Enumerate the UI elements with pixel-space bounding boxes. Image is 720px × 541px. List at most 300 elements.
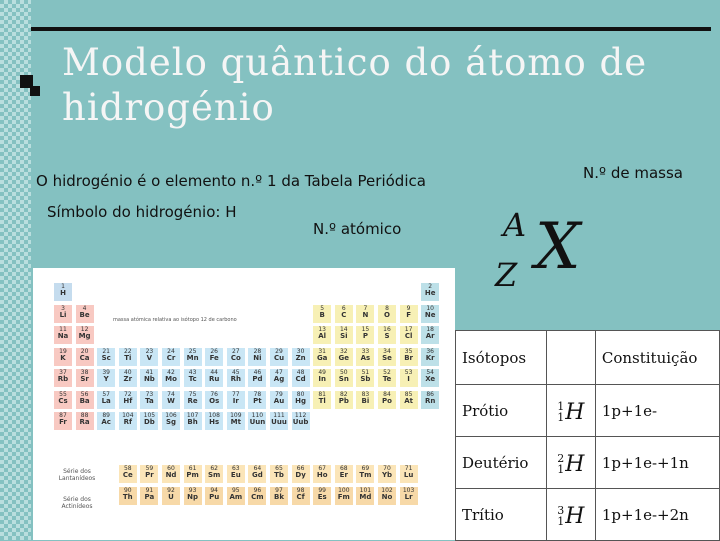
symbol-text: Símbolo do hidrogénio: H: [47, 203, 237, 221]
element-number: 109: [230, 412, 242, 419]
element-cell-mo: [161, 368, 181, 388]
element-symbol: Ag: [273, 375, 285, 383]
element-symbol: Dy: [295, 471, 306, 479]
element-number: 5: [320, 304, 325, 312]
element-number: 31: [318, 347, 326, 355]
element-number: 13: [318, 326, 326, 333]
element-symbol: Zr: [123, 375, 133, 383]
element-number: 111: [273, 412, 285, 419]
isotope-mass-number: 2: [557, 452, 565, 466]
element-number: 7: [363, 304, 368, 312]
element-symbol: Bh: [187, 418, 198, 426]
element-symbol: No: [381, 492, 393, 501]
element-symbol: At: [404, 396, 413, 405]
element-symbol: Ba: [79, 396, 90, 405]
element-number: 58: [123, 465, 132, 472]
element-symbol: Ni: [253, 353, 262, 362]
element-cell-yb: [377, 464, 397, 484]
element-cell-eu: [226, 464, 246, 484]
element-symbol: Pt: [253, 396, 262, 405]
element-number: 90: [123, 486, 132, 494]
element-number: 65: [275, 465, 283, 472]
element-cell-cl: [399, 325, 419, 345]
element-cell-w: [161, 390, 181, 410]
element-symbol: Rb: [57, 375, 69, 383]
element-symbol: Cu: [273, 353, 285, 362]
isotopes-table: [455, 330, 720, 541]
element-number: 68: [339, 465, 348, 472]
element-cell-pa: [139, 486, 159, 506]
element-number: 93: [188, 486, 197, 494]
element-symbol: Yb: [381, 471, 393, 479]
element-symbol: Cl: [404, 332, 413, 340]
element-symbol: Gd: [252, 471, 263, 479]
element-number: 36: [426, 347, 434, 355]
element-symbol: H: [60, 289, 66, 297]
element-number: 71: [404, 465, 413, 472]
element-cell-no: [377, 486, 397, 506]
element-symbol: U: [168, 492, 174, 501]
element-cell-sc: [96, 347, 116, 367]
element-cell-am: [226, 486, 246, 506]
element-symbol: Uun: [249, 418, 266, 426]
element-number: 70: [383, 465, 391, 472]
element-number: 29: [275, 347, 283, 355]
element-symbol: W: [167, 396, 175, 405]
element-symbol: Cs: [58, 396, 68, 405]
element-symbol: Bi: [361, 396, 370, 405]
intro-text: O hidrogénio é o elemento n.º 1 da Tabela Periódica: [36, 172, 426, 190]
element-number: 97: [275, 486, 283, 494]
element-cell-hs: [204, 411, 224, 431]
element-number: 103: [402, 486, 415, 494]
element-cell-po: [377, 390, 397, 410]
element-symbol: Nb: [143, 375, 155, 383]
element-number: 83: [361, 390, 370, 398]
element-number: 30: [296, 347, 305, 355]
element-symbol: V: [146, 353, 153, 362]
element-number: 82: [339, 390, 348, 398]
element-symbol: Es: [317, 492, 327, 501]
element-symbol: P: [362, 332, 368, 340]
element-symbol: N: [362, 310, 369, 319]
element-number: 96: [253, 486, 262, 494]
element-cell-k: [53, 347, 73, 367]
element-cell-es: [312, 486, 332, 506]
isotope-notation: [546, 385, 595, 437]
element-number: 77: [231, 390, 240, 398]
element-number: 80: [296, 390, 305, 398]
element-number: 66: [296, 465, 305, 472]
element-number: 62: [210, 465, 218, 472]
element-number: 112: [294, 412, 307, 419]
notation-symbol-X: X: [535, 210, 581, 284]
element-cell-p: [355, 325, 375, 345]
notation-atomic-Z: Z: [495, 256, 518, 294]
element-cell-lr: [399, 486, 419, 506]
element-cell-er: [334, 464, 354, 484]
element-symbol: Mt: [230, 418, 241, 426]
header-composition: Constituição: [595, 331, 719, 385]
element-cell-n: [355, 304, 375, 324]
isotope-notation: [546, 437, 595, 489]
element-number: 105: [143, 412, 156, 419]
element-symbol: Br: [404, 353, 413, 362]
element-cell-th: [118, 486, 138, 506]
element-symbol: Lr: [404, 492, 413, 501]
element-number: 12: [80, 326, 89, 333]
element-symbol: Ne: [424, 310, 436, 319]
element-number: 11: [59, 326, 67, 333]
element-cell-ni: [247, 347, 267, 367]
element-cell-ac: [96, 411, 116, 431]
element-number: 20: [80, 347, 89, 355]
element-symbol: Ta: [145, 396, 154, 405]
element-symbol: Os: [209, 396, 220, 405]
element-cell-u: [161, 486, 181, 506]
element-number: 101: [359, 486, 372, 494]
element-symbol: Sn: [338, 375, 349, 383]
element-symbol: Bk: [274, 492, 284, 501]
element-symbol: F: [406, 310, 411, 319]
element-symbol: Np: [187, 492, 199, 501]
element-symbol: Db: [143, 418, 155, 426]
element-cell-mg: [75, 325, 95, 345]
element-number: 99: [318, 486, 326, 494]
element-number: 43: [188, 369, 197, 376]
element-cell-rh: [226, 368, 246, 388]
element-symbol: Ra: [79, 418, 90, 426]
element-cell-si: [334, 325, 354, 345]
element-cell-os: [204, 390, 224, 410]
lanthanide-series-label: Série dos Lantanídeos: [58, 468, 96, 482]
element-symbol: Pd: [252, 375, 263, 383]
element-cell-in: [312, 368, 332, 388]
element-cell-al: [312, 325, 332, 345]
element-cell-as: [355, 347, 375, 367]
element-cell-gd: [247, 464, 267, 484]
isotopes-header-row: [456, 331, 720, 385]
title-rule: [31, 27, 711, 31]
element-cell-uuu: [269, 411, 289, 431]
element-number: 72: [123, 390, 132, 398]
element-number: 32: [339, 347, 348, 355]
isotope-symbol: H: [565, 399, 585, 425]
element-number: 42: [167, 369, 175, 376]
element-cell-la: [96, 390, 116, 410]
element-cell-rf: [118, 411, 138, 431]
element-number: 22: [123, 347, 132, 355]
element-cell-s: [377, 325, 397, 345]
element-symbol: Se: [382, 353, 392, 362]
element-cell-au: [269, 390, 289, 410]
element-symbol: Si: [340, 332, 348, 340]
element-number: 24: [167, 347, 175, 355]
element-number: 41: [145, 369, 154, 376]
element-symbol: Rn: [425, 396, 436, 405]
element-symbol: Mg: [78, 332, 91, 340]
element-cell-tb: [269, 464, 289, 484]
element-number: 38: [80, 369, 89, 376]
isotope-mass-number: 1: [557, 400, 565, 414]
element-number: 45: [231, 369, 240, 376]
element-number: 35: [404, 347, 413, 355]
element-symbol: K: [60, 353, 66, 362]
element-cell-lu: [399, 464, 419, 484]
element-cell-na: [53, 325, 73, 345]
element-cell-xe: [420, 368, 440, 388]
element-number: 27: [231, 347, 240, 355]
element-symbol: Sm: [208, 471, 221, 479]
element-cell-bk: [269, 486, 289, 506]
element-cell-ta: [139, 390, 159, 410]
element-number: 76: [210, 390, 218, 398]
slide-title: Modelo quântico do átomo de hidrogénio: [62, 41, 648, 129]
element-symbol: Pb: [338, 396, 349, 405]
element-cell-sb: [355, 368, 375, 388]
element-number: 59: [145, 465, 154, 472]
element-number: 100: [338, 486, 350, 494]
element-cell-ga: [312, 347, 332, 367]
isotope-symbol: H: [565, 503, 585, 529]
element-symbol: Po: [382, 396, 392, 405]
element-cell-ce: [118, 464, 138, 484]
element-number: 3: [61, 304, 65, 312]
title-bullet-square-small: [30, 86, 40, 96]
element-number: 47: [275, 369, 283, 376]
isotope-symbol: H: [565, 451, 585, 477]
element-cell-f: [399, 304, 419, 324]
element-cell-tc: [183, 368, 203, 388]
element-cell-pr: [139, 464, 159, 484]
element-symbol: Ru: [209, 375, 220, 383]
element-symbol: Rh: [230, 375, 241, 383]
element-cell-te: [377, 368, 397, 388]
element-cell-uun: [247, 411, 267, 431]
header-isotopes: Isótopos: [456, 331, 547, 385]
element-number: 107: [186, 412, 199, 419]
element-symbol: Uuu: [271, 418, 287, 426]
element-symbol: Fr: [59, 418, 67, 426]
element-number: 34: [383, 347, 391, 355]
element-number: 55: [59, 390, 67, 398]
element-symbol: B: [319, 310, 325, 319]
element-number: 98: [296, 486, 305, 494]
element-number: 40: [123, 369, 132, 376]
element-symbol: Hs: [209, 418, 220, 426]
element-cell-ir: [226, 390, 246, 410]
element-number: 74: [167, 390, 175, 398]
element-cell-se: [377, 347, 397, 367]
element-symbol: Ir: [232, 396, 239, 405]
element-symbol: Ti: [124, 353, 132, 362]
element-number: 75: [188, 390, 197, 398]
element-number: 18: [426, 326, 434, 333]
element-symbol: Am: [229, 492, 243, 501]
element-number: 102: [381, 486, 393, 494]
element-number: 89: [102, 412, 110, 419]
element-number: 91: [145, 486, 154, 494]
element-number: 50: [339, 369, 348, 376]
element-number: 92: [167, 486, 175, 494]
isotope-atomic-number: 1: [557, 411, 565, 425]
element-cell-hg: [291, 390, 311, 410]
element-cell-b: [312, 304, 332, 324]
element-cell-v: [139, 347, 159, 367]
element-number: 51: [361, 369, 370, 376]
element-cell-zn: [291, 347, 311, 367]
element-number: 57: [102, 390, 110, 398]
element-number: 26: [210, 347, 218, 355]
element-number: 60: [167, 465, 175, 472]
element-symbol: Re: [187, 396, 198, 405]
isotope-composition: 1p+1e-+1n: [595, 437, 719, 489]
element-number: 21: [102, 347, 110, 355]
element-number: 95: [231, 486, 240, 494]
element-cell-be: [75, 304, 95, 324]
element-number: 110: [251, 412, 264, 419]
element-symbol: Cf: [296, 492, 305, 501]
element-number: 44: [210, 369, 218, 376]
element-symbol: Nd: [165, 471, 177, 479]
element-cell-hf: [118, 390, 138, 410]
element-symbol: Mn: [186, 353, 199, 362]
element-number: 86: [426, 390, 434, 398]
element-cell-pd: [247, 368, 267, 388]
element-symbol: Ce: [122, 471, 133, 479]
element-number: 84: [383, 390, 391, 398]
element-number: 94: [210, 486, 218, 494]
element-cell-kr: [420, 347, 440, 367]
element-number: 33: [361, 347, 370, 355]
isotope-name: Deutério: [456, 437, 547, 489]
element-number: 61: [188, 465, 197, 472]
isotope-mass-number: 3: [557, 504, 565, 518]
element-symbol: In: [318, 375, 326, 383]
element-symbol: Al: [318, 332, 327, 340]
isotope-row-tritio: [456, 489, 720, 541]
element-symbol: Fe: [209, 353, 219, 362]
element-symbol: Tm: [359, 471, 372, 479]
isotope-row-protio: [456, 385, 720, 437]
element-number: 108: [208, 412, 220, 419]
element-cell-ge: [334, 347, 354, 367]
element-cell-pb: [334, 390, 354, 410]
element-number: 4: [82, 304, 87, 312]
element-symbol: Hg: [295, 396, 307, 405]
element-cell-db: [139, 411, 159, 431]
element-number: 87: [59, 412, 67, 419]
element-number: 49: [318, 369, 326, 376]
element-symbol: Rf: [123, 418, 133, 426]
isotope-name: Prótio: [456, 385, 547, 437]
element-symbol: Tc: [188, 375, 197, 383]
element-cell-ne: [420, 304, 440, 324]
element-number: 81: [318, 390, 326, 398]
element-symbol: Tb: [274, 471, 284, 479]
isotope-name: Trítio: [456, 489, 547, 541]
element-symbol: O: [384, 310, 390, 319]
element-cell-ca: [75, 347, 95, 367]
element-symbol: Ca: [79, 353, 90, 362]
element-number: 8: [385, 304, 389, 312]
isotope-atomic-number: 1: [557, 463, 565, 477]
element-number: 52: [383, 369, 391, 376]
element-cell-sn: [334, 368, 354, 388]
element-symbol: He: [424, 289, 436, 297]
element-symbol: Tl: [318, 396, 326, 405]
element-number: 14: [339, 326, 348, 333]
element-symbol: Be: [79, 310, 90, 319]
element-number: 63: [231, 465, 240, 472]
element-symbol: La: [101, 396, 111, 405]
element-cell-bi: [355, 390, 375, 410]
element-symbol: Cm: [251, 492, 264, 501]
element-cell-i: [399, 368, 419, 388]
element-cell-cm: [247, 486, 267, 506]
element-symbol: Sr: [80, 375, 89, 383]
element-cell-cu: [269, 347, 289, 367]
element-cell-at: [399, 390, 419, 410]
element-number: 48: [296, 369, 305, 376]
element-cell-ti: [118, 347, 138, 367]
element-cell-fr: [53, 411, 73, 431]
element-number: 106: [165, 412, 177, 419]
element-cell-np: [183, 486, 203, 506]
element-cell-cd: [291, 368, 311, 388]
element-number: 73: [145, 390, 154, 398]
element-symbol: Te: [382, 375, 392, 383]
element-symbol: Ar: [425, 332, 435, 340]
isotope-composition: 1p+1e-+2n: [595, 489, 719, 541]
element-symbol: Sg: [165, 418, 177, 426]
header-notation-cell: [546, 331, 595, 385]
element-cell-ru: [204, 368, 224, 388]
element-cell-fm: [334, 486, 354, 506]
element-symbol: Sb: [360, 375, 371, 383]
element-number: 15: [361, 326, 370, 333]
element-cell-y: [96, 368, 116, 388]
element-symbol: S: [384, 332, 390, 340]
element-cell-cf: [291, 486, 311, 506]
element-cell-li: [53, 304, 73, 324]
element-symbol: Ho: [316, 471, 328, 479]
element-cell-c: [334, 304, 354, 324]
element-symbol: Th: [122, 492, 133, 501]
element-cell-nb: [139, 368, 159, 388]
element-symbol: C: [341, 310, 347, 319]
isotope-composition: 1p+1e-: [595, 385, 719, 437]
element-symbol: Sc: [101, 353, 111, 362]
element-cell-rn: [420, 390, 440, 410]
element-symbol: Ga: [316, 353, 328, 362]
element-symbol: Li: [59, 310, 67, 319]
element-symbol: Pm: [186, 471, 199, 479]
element-symbol: Lu: [403, 471, 414, 479]
element-symbol: Xe: [425, 375, 436, 383]
mass-number-label: N.º de massa: [583, 164, 683, 182]
element-cell-tl: [312, 390, 332, 410]
element-cell-dy: [291, 464, 311, 484]
element-symbol: Mo: [165, 375, 177, 383]
element-cell-ar: [420, 325, 440, 345]
element-number: 37: [59, 369, 67, 376]
element-cell-h: [53, 282, 73, 302]
element-symbol: Zn: [295, 353, 306, 362]
element-symbol: Ac: [101, 418, 111, 426]
atomic-number-label: N.º atómico: [313, 220, 402, 238]
element-cell-pu: [204, 486, 224, 506]
